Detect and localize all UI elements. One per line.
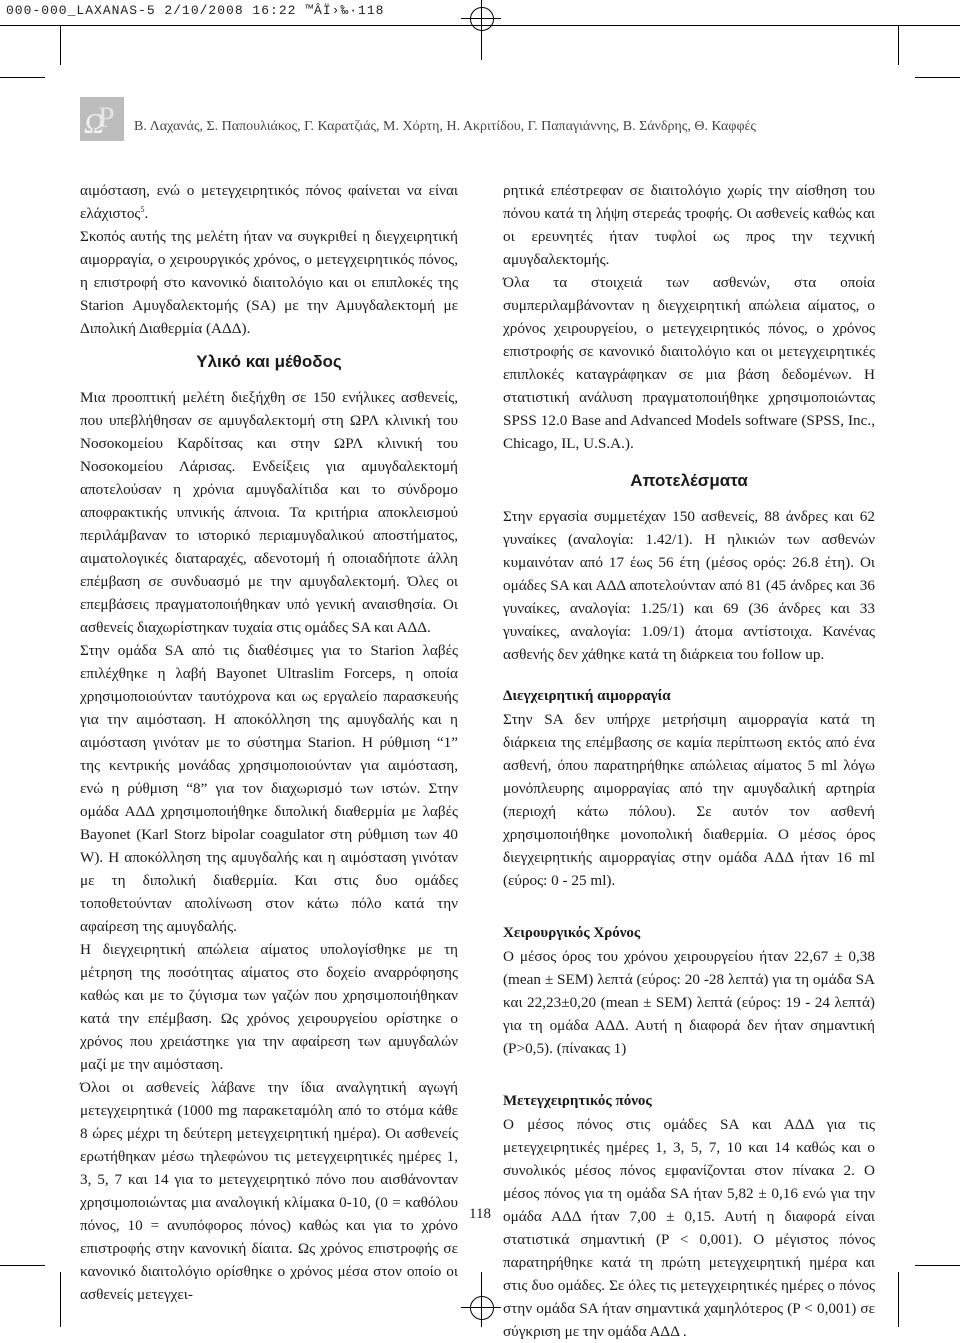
section-heading-methods: Υλικό και μέθοδος [196,352,342,371]
top-right-crop-mark [898,25,899,65]
paragraph: αιμόσταση, ενώ ο μετεγχειρητικός πόνος φαίνεται να είναι ελάχιστος$^5$. [80,182,458,222]
paragraph: Στην ομάδα SA από τις διαθέσιμες για το Starion λαβές επιλέχθηκε η λαβή Bayonet Ultraslim Forceps, η οποία χρησιμοποιούνταν ταυτόχρονα και ως εργαλείο παρασκευής για την αιμόσταση. Η αποκόλληση της αμυγδαλής και η αιμόσταση γινόταν με το σύστημα Starion. Η ρύθμιση “1” της κεντρικής μονάδας χρησιμοποιούνταν για αιμόσταση, ενώ η ρύθμιση “8” για τον διαχωρισμό των ιστών. Στην ομάδα ΑΔΔ χρησιμοποιήθηκε διπολική διαθερμία με λαβές Bayonet (Karl Storz bipolar coagulator στη ρύθμιση των 40 W). Η αποκόλληση της αμυγδαλής και η αιμόσταση γινόταν με τη διπολική διαθερμία. Και στις δυο ομάδες τοποθετούνταν απολίνωση στον κάτω πόλο κατά την αφαίρεση της αμυγδαλής. [80,642,458,935]
section-heading-results: Αποτελέσματα [630,471,748,490]
running-header-authors: Β. Λαχανάς, Σ. Παπουλιάκος, Γ. Καρατζιάς, Μ. Χόρτη, Η. Ακριτίδου, Γ. Παπαγιάννης, Β. Σάνδρης, Θ. Καφφές [134,119,756,134]
subheading-bleeding: Διεγχειρητική αιμορραγία [503,688,671,704]
paragraph: Όλοι οι ασθενείς λάβανε την ίδια αναλγητική αγωγή μετεγχειρητικά (1000 mg παρακεταμόλη από το στόμα κάθε 8 ώρες μέχρι τη δεύτερη μετεγχειρητική ημέρα). Οι ασθενείς ερωτήθηκαν μέσω τηλεφώνου τις μετεγχειρητικές ημέρες 1, 3, 5, 7 και 14 για το μετεγχειρητικό πόνο που αισθάνονταν χρησιμοποιώντας μια αναλογική κλίμακα 0-10, (0 = καθόλου πόνος, 10 = ανυπόφορος πόνος) καθώς και για το χρόνο επιστροφής στην κανονική δίαιτα. Ως χρόνος επιστροφής σε κανονικό διαιτολόγιο ορίσθηκε ο χρόνος μέσα στον οποίο οι ασθενείς μετεγχει- [80,1079,458,1303]
bottom-registration-circle [470,1296,494,1320]
right-crop-mark [915,77,960,78]
paragraph: Μια προοπτική μελέτη διεξήχθη σε 150 ενήλικες ασθενείς, που υπεβλήθησαν σε αμυγδαλεκτομή στη ΩΡΛ κλινική του Νοσοκομείου Καρδίτσας και στην ΩΡΛ κλινική του Νοσοκομείου Λάρισας. Ενδείξεις για αμυγδαλεκτομή αποτελούσαν η χρόνια αμυγδαλίτιδα και το σύνδρομο αποφρακτικής υπνικής άπνοια. Τα κριτήρια αποκλεισμού περιλάμβαναν το ιστορικό περιαμυγδαλικού αποστήματος, αιματολογικές διαταραχές, αδενοτομή ή οποιαδήποτε άλλη επέμβαση σε συνδυασμό με την αμυγδαλεκτομή. Όλες οι επεμβάσεις πραγματοποιήθηκαν υπό γενική αναισθησία. Οι ασθενείς διαχωρίστηκαν τυχαία στις ομάδες SA και ΑΔΔ. [80,389,458,636]
paragraph: Η διεγχειρητική απώλεια αίματος υπολογίσθηκε με τη μέτρηση της ποσότητας αίματος στο δοχείο αναρρόφησης καθώς και με το ζύγισμα των γαζών που χρησιμοποιήθηκαν κατά την επέμβαση. Ως χρόνος χειρουργείου ορίστηκε ο χρόνος που χρειάστηκε για την αφαίρεση των αμυγδαλών μαζί με την αιμόσταση. [80,941,458,1073]
right-column [503,179,875,1343]
paragraph: Ο μέσος όρος του χρόνου χειρουργείου ήταν 22,67 ± 0,38 (mean ± SEM) λεπτά (εύρος: 20 -28 λεπτά) για τη ομάδα SA και 22,23±0,20 (mean ± SEM) λεπτά (εύρος: 19 - 24 λεπτά) για τη ομάδα ΑΔΔ. Αυτή η διαφορά δεν ήταν σημαντική (P>0,5). (πίνακας 1) [503,948,875,1057]
bottom-left-horizontal-mark [0,1265,45,1266]
journal-logo [80,97,124,141]
top-registration-circle [470,7,494,31]
paragraph: Σκοπός αυτής της μελέτη ήταν να συγκριθεί η διεγχειρητική αιμορραγία, ο χειρουργικός χρόνος, ο μετεγχειρητικός πόνος, η επιστροφή στο κανονικό διαιτολόγιο και οι επιπλοκές της Starion Αμυγδαλεκτομής (SA) με την Αμυγδαλεκτομή με Διπολική Διαθερμία (ΑΔΔ). [80,228,458,337]
left-crop-mark [0,77,45,78]
svg-text:Ω: Ω [84,109,105,140]
reference-marker: 5 [140,204,145,214]
paragraph: Στην SA δεν υπήρχε μετρήσιμη αιμορραγία κατά τη διάρκεια της επέμβασης σε καμία περίπτωση εκτός από ένα ασθενή, όπου παρατηρήθηκε απώλειας αίματος 5 ml λόγω μονόπλευρης αιμορραγίας από την αμυγδαλική αρτηρία (περιοχή κάτω πόλου). Σε αυτόν τον ασθενή χρησιμοποιήθηκε μονοπολική διαθερμία. Ο μέσος όρος διεγχειρητικής αιμορραγίας στην ομάδα ΑΔΔ ήταν 16 ml (εύρος: 0 - 25 ml). [503,711,875,889]
paragraph: Όλα τα στοιχειά των ασθενών, στα οποία συμπεριλαμβάνονταν η διεγχειρητική απώλεια αίματος, ο χρόνος χειρουργείου, ο μετεγχειρητικός πόνος, ο χρόνος επιστροφής σε κανονικό διαιτολόγιο και οι μετεγχειρητικές επιπλοκές καταγράφηκαν σε μια βάση δεδομένων. Η στατιστική ανάλυση πραγματοποιήθηκε χρησιμοποιώντας SPSS 12.0 Base and Advanced Models software (SPSS, Inc., Chicago, IL, U.S.A.). [503,274,875,452]
print-slug: 000-000_LAXANAS-5 2/10/2008 16:22 ™ÂÏ›‰·118 [6,3,385,18]
paragraph: Στην εργασία συμμετέχαν 150 ασθενείς, 88 άνδρες και 62 γυναίκες (αναλογία: 1.42/1). Η ηλικιών των ασθενών κυμαινόταν από 17 έως 56 έτη (μέσος ορός: 26.8 έτη). Οι ομάδες SA και ΑΔΔ αποτελούνταν από 81 (45 άνδρες και 36 γυναίκες, αναλογία: 1.25/1) και 69 (36 άνδρες και 33 γυναίκες, αναλογία: 1.09/1) άτομα αντίστοιχα. Κανένας ασθενής δεν χάθηκε κατά τη διάρκεια του follow up. [503,508,875,663]
page-number: 118 [469,1206,491,1222]
bottom-left-crop-mark [60,1272,61,1327]
paragraph: ρητικά επέστρεφαν σε διαιτολόγιο χωρίς την αίσθηση του πόνου κατά τη λήψη στερεάς τροφής. Οι ασθενείς καθώς και οι ερευνητές ήταν τυφλοί ως προς την τεχνική αμυγδαλεκτομής. [503,182,875,268]
subheading-operative-time: Χειρουργικός Χρόνος [503,925,641,941]
subheading-postoperative-pain: Μετεγχειρητικός πόνος [503,1093,652,1109]
paragraph: Ο μέσος πόνος στις ομάδες SA και ΑΔΔ για τις μετεγχειρητικές ημέρες 1, 3, 5, 7, 10 και 14 καθώς και ο συνολικός μέσος πόνος εμφανίζονται στον πίνακα 2. Ο μέσος πόνος για τη ομάδα SA ήταν 5,82 ± 0,16 ενώ για την ομάδα ΑΔΔ ήταν 7,00 ± 0,15. Αυτή η διαφορά είναι στατιστικά σημαντική (P < 0,001). Ο μέγιστος πόνος παρατηρήθηκε κατά τη πρώτη μετεγχειρητική ημέρα και στις δυο ομάδες. Σε όλες τις μετεγχειρητικές ημέρες ο πόνος στην ομάδα SA ήταν σημαντικά χαμηλότερος (P < 0,001) σε σύγκριση με την ομάδα ΑΔΔ . [503,1116,875,1340]
top-left-crop-mark [60,25,61,65]
left-column [80,179,458,1306]
bottom-right-crop-mark [898,1272,899,1327]
svg-text:Ρ: Ρ [98,101,115,134]
bottom-right-horizontal-mark [915,1265,960,1266]
